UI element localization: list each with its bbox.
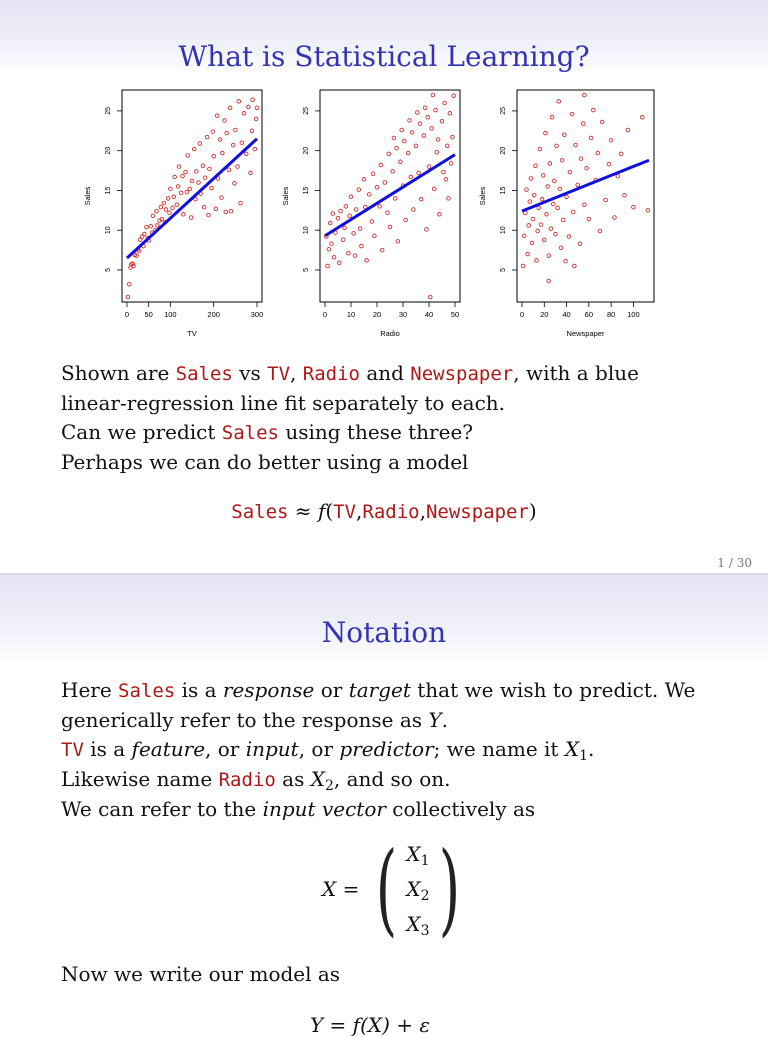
x-tick-label: 60 [584,310,594,319]
paragraph-line-3 [61,418,721,448]
code-sales: Sales [118,680,176,702]
subscript: 1 [420,852,430,869]
y-tick-label: 10 [105,226,112,235]
text: , and so on. [333,767,451,791]
text: collectively as [385,797,536,821]
paragraph-line-1 [61,676,721,706]
x-tick-label: 100 [164,310,177,319]
left-paren: ( [376,830,398,947]
y-axis-label: Sales [83,186,92,206]
text: , [290,361,303,385]
y-tick-label: 5 [105,268,112,272]
x-tick-label: 50 [450,310,460,319]
paren: ( [325,499,334,523]
function-f: f [317,499,326,523]
text: Shown are [61,361,176,385]
x-tick-label: 0 [124,310,130,319]
text: Can we predict [61,420,222,444]
subscript: 3 [420,922,430,939]
x-tick-label: 40 [424,310,434,319]
code-tv: TV [61,739,84,761]
paragraph-line-2 [61,706,721,735]
var-x: X [564,737,580,761]
var-x: X [310,767,325,791]
text: vs [232,361,268,385]
text: , with a blue [513,361,639,385]
x-tick-label: 20 [540,310,549,319]
paragraph-line-5 [61,795,721,824]
model-equation [0,497,768,526]
x-axis-label: Newspaper [566,329,605,338]
vector-entry-2 [406,872,429,907]
text: is a [83,737,132,761]
code-radio: Radio [218,769,276,791]
x-tick-label: 200 [207,310,220,319]
var-x: X [406,876,421,901]
text: is a [175,678,223,702]
y-axis-label: Sales [281,186,290,206]
x-tick-label: 50 [144,310,153,319]
y-axis-label: Sales [478,186,487,206]
y-tick-label: 25 [500,107,507,115]
model-intro-text: Now we write our model as [61,962,341,986]
text: We can refer to the [61,797,263,821]
subscript: 1 [579,748,588,764]
y-tick-label: 10 [303,226,310,235]
y-tick-label: 20 [303,146,310,155]
input-vector-equation [322,830,469,947]
var-x: X [406,841,421,866]
text: Here [61,678,119,702]
y-tick-label: 5 [500,268,507,272]
plot-frame [122,90,262,302]
text: or [314,678,349,702]
y-tick-label: 25 [303,107,310,115]
vector-entry-1 [406,837,429,872]
y-tick-label: 15 [303,186,310,195]
scatter-plot-tv [83,90,263,338]
paragraph-line-4 [61,765,721,795]
text: . [441,708,448,732]
x-tick-label: 100 [627,310,640,319]
x-tick-label: 80 [606,310,616,319]
right-paren: ) [438,830,460,947]
code-radio: Radio [302,363,360,385]
term-response: response [222,678,315,702]
text: generically refer to the response as [61,708,429,732]
term-target: target [348,678,411,702]
x-tick-label: 0 [322,310,328,319]
scatter-plot-radio [281,90,460,338]
y-tick-label: 25 [105,107,112,115]
y-tick-label: 10 [500,226,507,235]
term-input-vector: input vector [262,797,386,821]
code-newspaper: Newspaper [425,501,529,523]
x-tick-label: 10 [346,310,356,319]
term-input: input [245,737,299,761]
var-x: X [406,911,421,936]
scatter-plots-figure [0,70,768,350]
model-equation-partial: Y = f(X) + ε [310,1013,431,1037]
subscript: 2 [420,887,430,904]
comma: , [356,499,363,523]
x-tick-label: 300 [250,310,264,319]
y-tick-label: 15 [500,186,507,195]
paren: ) [528,499,537,523]
vector-lhs: X = [322,877,360,901]
x-axis-label: Radio [380,329,400,338]
var-y: Y [428,708,442,732]
y-tick-label: 15 [105,186,112,195]
slide1-paragraph [61,359,721,477]
code-newspaper: Newspaper [410,363,514,385]
paragraph-line-4: Perhaps we can do better using a model [61,450,469,474]
code-sales: Sales [221,422,279,444]
text: and [359,361,411,385]
text: that we wish to predict. We [410,678,696,702]
slide-title: Notation [321,616,447,649]
code-sales: Sales [175,363,233,385]
plot-frame [517,90,654,302]
code-sales: Sales [231,501,289,523]
y-tick-label: 5 [303,268,310,272]
x-axis-label: TV [187,329,197,338]
x-tick-label: 40 [562,310,571,319]
term-predictor: predictor [339,737,434,761]
notation-paragraph [61,676,721,824]
text: ; we name it [433,737,565,761]
approx-symbol: ≈ [288,499,318,523]
code-radio: Radio [362,501,420,523]
slide-title: What is Statistical Learning? [178,40,590,73]
vector-entry-3 [406,907,429,942]
slide-2 [0,575,768,1037]
text: , or [205,737,246,761]
text: , or [298,737,340,761]
paragraph-line-3 [61,735,721,765]
x-tick-label: 20 [372,310,382,319]
y-tick-label: 20 [500,146,507,155]
code-tv: TV [267,363,291,385]
x-tick-label: 30 [398,310,408,319]
vector-entries [406,837,429,942]
subscript: 2 [324,778,334,794]
text: using these three? [278,420,474,444]
page-number: 1 / 30 [717,556,752,570]
text: as [275,767,311,791]
scatter-plot-newspaper [478,90,654,338]
x-tick-label: 0 [519,310,525,319]
text: . [588,737,595,761]
paragraph-line-1 [61,359,721,389]
comma: , [419,499,426,523]
term-feature: feature [131,737,206,761]
y-tick-label: 20 [105,146,112,155]
text: Likewise name [61,767,219,791]
paragraph-line-2: linear-regression line fit separately to each. [61,391,506,415]
code-tv: TV [333,501,357,523]
